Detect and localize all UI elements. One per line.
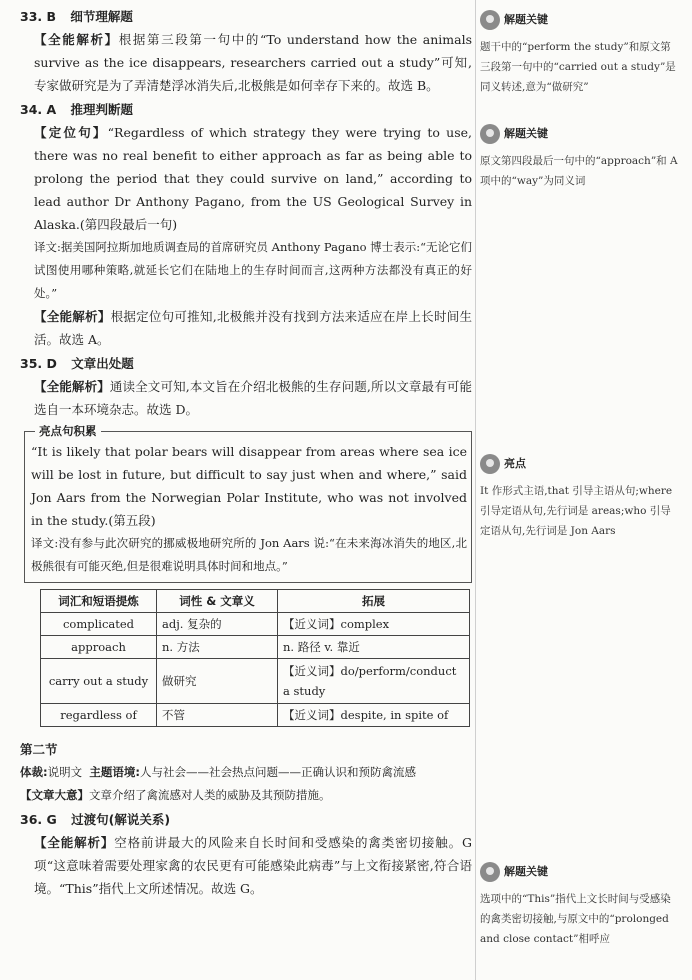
question-35 xyxy=(20,353,472,727)
highlight-sentence-box xyxy=(24,424,472,583)
table-cell: carry out a study xyxy=(41,659,157,704)
section-2 xyxy=(20,739,472,807)
summary-line xyxy=(20,784,472,807)
analysis-text: 根据定位句可推知,北极熊并没有找到方法来适应在岸上长时间生活。故选 A。 xyxy=(34,309,472,347)
summary-label: 【文章大意】 xyxy=(20,788,89,802)
analysis-tag: 【全能解析】 xyxy=(34,32,119,47)
highlight-translation: 译文:没有参与此次研究的挪威极地研究所的 Jon Aars 说:“在未来海冰消失的地区,北极熊很有可能灭绝,但是很难说明具体时间和地点。” xyxy=(31,536,467,573)
question-number: 34. A xyxy=(20,102,57,117)
vocabulary-table xyxy=(40,589,470,727)
table-row xyxy=(41,659,470,704)
table-cell: n. 路径 v. 靠近 xyxy=(278,636,470,659)
table-header: 词性 & 文章义 xyxy=(157,590,278,613)
analysis-tag: 【全能解析】 xyxy=(34,309,111,324)
table-cell: 【近义词】despite, in spite of xyxy=(278,704,470,727)
analysis-paragraph xyxy=(20,28,472,97)
note-text: 原文第四段最后一句中的“approach”和 A 项中的“way”为同义词 xyxy=(480,155,678,187)
locate-text: “Regardless of which strategy they were trying to use, there was no real benefit to either approach as far as being able to prolong the period that they could survive on land,” according to lead author Dr Anthony Pagano, from the US Geological Survey in Alaska.(第四段最后一句) xyxy=(34,125,472,232)
analysis-paragraph xyxy=(20,375,472,421)
table-row xyxy=(41,613,470,636)
note-title: 解题关键 xyxy=(504,865,548,878)
highlight-box-title: 亮点句积累 xyxy=(35,423,101,439)
highlight-sentence: “It is likely that polar bears will disappear from areas where sea ice will be lost in future, but difficult to say just when and where,” said Jon Aars from the Norwegian Polar Institute, who was not involved in the study.(第五段) xyxy=(31,444,467,528)
question-heading xyxy=(20,809,472,831)
question-heading xyxy=(20,353,472,375)
question-heading xyxy=(20,99,472,121)
note-badge xyxy=(480,8,548,32)
note-badge xyxy=(480,860,548,884)
table-cell: 【近义词】do/perform/conduct a study xyxy=(278,659,470,704)
question-type: 文章出处题 xyxy=(71,356,134,371)
theme-value: 人与社会——社会热点问题——正确认识和预防禽流感 xyxy=(140,765,417,779)
translation-paragraph: 译文:据美国阿拉斯加地质调查局的首席研究员 Anthony Pagano 博士表示:“无论它们试图使用哪种策略,就延长它们在陆地上的生存时间而言,这两种方法都没有真正的好处。” xyxy=(34,240,472,300)
question-33 xyxy=(20,6,472,97)
question-number: 33. B xyxy=(20,9,57,24)
locate-paragraph xyxy=(20,121,472,236)
analysis-text: 根据第三段第一句中的“To understand how the animals survive as the ice disappears, researchers carried out a study”可知,专家做研究是为了弄清楚浮冰消失后,北极熊是如何幸存下来的。故选 B。 xyxy=(34,32,472,93)
question-heading xyxy=(20,6,472,28)
note-text: It 作形式主语,that 引导主语从句;where 引导定语从句,先行词是 areas;who 引导定语从句,先行词是 Jon Aars xyxy=(480,485,673,537)
table-cell: 做研究 xyxy=(157,659,278,704)
table-cell: 不管 xyxy=(157,704,278,727)
section-title: 第二节 xyxy=(20,742,58,757)
note-text: 选项中的“This”指代上文长时间与受感染的禽类密切接触,与原文中的“prolonged and close contact”相呼应 xyxy=(480,893,671,945)
key-icon xyxy=(480,862,500,882)
sidebar-note-highlight xyxy=(480,452,680,541)
lightbulb-icon xyxy=(480,454,500,474)
table-row xyxy=(41,636,470,659)
analysis-tag: 【全能解析】 xyxy=(34,379,110,394)
note-title: 解题关键 xyxy=(504,13,548,26)
sidebar-note-key-3 xyxy=(480,860,680,949)
table-cell: 【近义词】complex xyxy=(278,613,470,636)
genre-label: 体裁: xyxy=(20,765,48,779)
question-type: 推理判断题 xyxy=(70,102,134,117)
analysis-paragraph xyxy=(20,831,472,900)
sidebar-note-key-2 xyxy=(480,122,680,191)
main-column xyxy=(20,6,472,900)
analysis-tag: 【全能解析】 xyxy=(34,835,115,850)
question-number: 36. G xyxy=(20,812,57,827)
question-number: 35. D xyxy=(20,356,57,371)
table-cell: complicated xyxy=(41,613,157,636)
note-title: 解题关键 xyxy=(504,127,548,140)
table-cell: adj. 复杂的 xyxy=(157,613,278,636)
column-divider xyxy=(475,0,476,980)
genre-theme-line xyxy=(20,761,472,784)
key-icon xyxy=(480,124,500,144)
question-type: 过渡句(解说关系) xyxy=(71,812,171,827)
sidebar-note-key-1 xyxy=(480,8,680,97)
key-icon xyxy=(480,10,500,30)
question-34 xyxy=(20,99,472,351)
locate-tag: 【定位句】 xyxy=(34,125,108,140)
analysis-text: 通读全文可知,本文旨在介绍北极熊的生存问题,所以文章最有可能选自一本环境杂志。故选 D。 xyxy=(34,379,472,417)
table-cell: regardless of xyxy=(41,704,157,727)
summary-text: 文章介绍了禽流感对人类的威胁及其预防措施。 xyxy=(89,788,331,802)
note-title: 亮点 xyxy=(504,457,526,470)
table-header: 拓展 xyxy=(278,590,470,613)
table-header: 词汇和短语提炼 xyxy=(41,590,157,613)
analysis-paragraph xyxy=(20,305,472,351)
table-cell: n. 方法 xyxy=(157,636,278,659)
table-row xyxy=(41,704,470,727)
table-header-row xyxy=(41,590,470,613)
genre-value: 说明文 xyxy=(47,765,83,779)
theme-label: 主题语境: xyxy=(89,765,141,779)
table-cell: approach xyxy=(41,636,157,659)
note-text: 题干中的“perform the study”和原文第三段第一句中的“carried out a study”是同义转述,意为“做研究” xyxy=(480,41,676,93)
note-badge xyxy=(480,452,526,476)
analysis-text: 空格前讲最大的风险来自长时间和受感染的禽类密切接触。G 项“这意味着需要处理家禽的农民更有可能感染此病毒”与上文衔接紧密,符合语境。“This”指代上文所述情况。故选 G。 xyxy=(34,835,472,896)
question-type: 细节理解题 xyxy=(70,9,133,24)
note-badge xyxy=(480,122,548,146)
question-36 xyxy=(20,809,472,900)
